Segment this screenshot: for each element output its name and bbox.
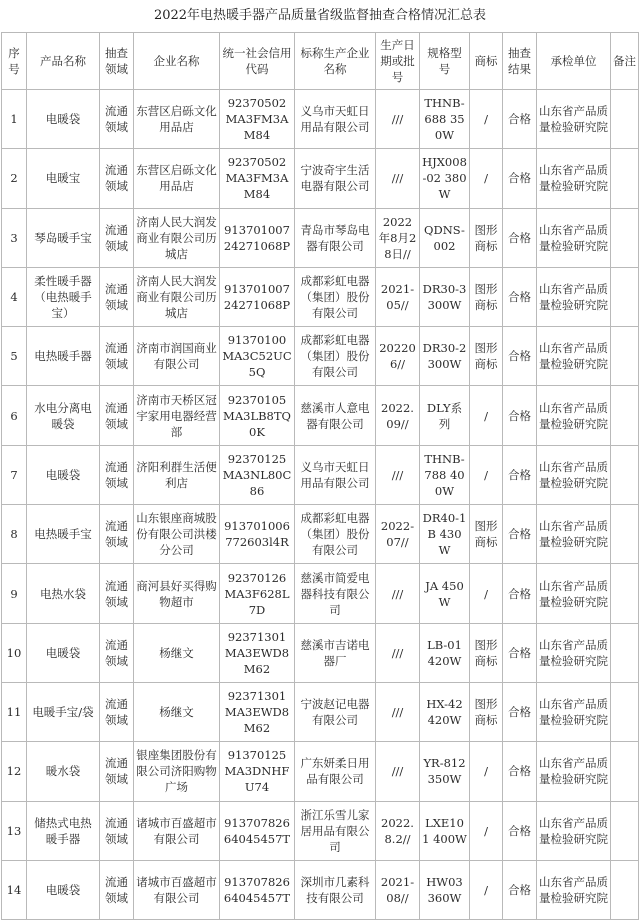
table-row — [2, 860, 639, 919]
col-production-date-cell: 2022.8.2// — [376, 801, 420, 860]
col-nominal-producer-cell: 义乌市天虹日用品有限公司 — [295, 90, 376, 149]
col-inspection-unit-cell: 山东省产品质量检验研究院 — [537, 327, 611, 386]
col-company-name-cell: 商河县好买得购物超市 — [134, 564, 220, 623]
col-result-cell: 合格 — [503, 327, 537, 386]
col-production-date-cell: 2021-08// — [376, 860, 420, 919]
table-row — [2, 149, 639, 208]
table-row — [2, 742, 639, 801]
col-seq-cell: 5 — [2, 327, 27, 386]
col-company-name-cell: 杨继文 — [134, 682, 220, 741]
table-row — [2, 90, 639, 149]
col-remarks-cell — [611, 208, 639, 267]
col-product-name-header: 产品名称 — [27, 33, 100, 90]
col-result-cell: 合格 — [503, 623, 537, 682]
col-nominal-producer-cell: 成都彩虹电器（集团）股份有限公司 — [295, 267, 376, 326]
col-production-date-cell: /// — [376, 149, 420, 208]
col-sampling-field-header: 抽查领域 — [100, 33, 134, 90]
col-trademark-cell: 图形商标 — [470, 208, 503, 267]
results-table — [1, 32, 639, 920]
col-credit-code-cell: 91370100724271068P — [220, 267, 295, 326]
col-credit-code-cell: 92370126MA3F628L7D — [220, 564, 295, 623]
col-inspection-unit-cell: 山东省产品质量检验研究院 — [537, 208, 611, 267]
col-nominal-producer-cell: 成都彩虹电器（集团）股份有限公司 — [295, 327, 376, 386]
col-remarks-cell — [611, 801, 639, 860]
col-production-date-cell: /// — [376, 742, 420, 801]
col-seq-cell: 6 — [2, 386, 27, 445]
col-trademark-cell: 图形商标 — [470, 682, 503, 741]
col-production-date-cell: /// — [376, 445, 420, 504]
table-row — [2, 682, 639, 741]
col-remarks-cell — [611, 742, 639, 801]
col-product-name-cell: 电暖宝 — [27, 149, 100, 208]
col-trademark-cell: / — [470, 564, 503, 623]
col-company-name-cell: 诸城市百盛超市有限公司 — [134, 860, 220, 919]
col-company-name-cell: 济南人民大润发商业有限公司历城店 — [134, 208, 220, 267]
col-seq-cell: 1 — [2, 90, 27, 149]
col-company-name-header: 企业名称 — [134, 33, 220, 90]
col-inspection-unit-cell: 山东省产品质量检验研究院 — [537, 860, 611, 919]
col-company-name-cell: 诸城市百盛超市有限公司 — [134, 801, 220, 860]
col-trademark-cell: / — [470, 149, 503, 208]
col-company-name-cell: 银座集团股份有限公司济阳购物广场 — [134, 742, 220, 801]
col-inspection-unit-cell: 山东省产品质量检验研究院 — [537, 445, 611, 504]
col-product-name-cell: 暖水袋 — [27, 742, 100, 801]
col-credit-code-header: 统一社会信用代码 — [220, 33, 295, 90]
col-remarks-cell — [611, 386, 639, 445]
col-inspection-unit-cell: 山东省产品质量检验研究院 — [537, 386, 611, 445]
col-credit-code-cell: 91370125MA3DNHFU74 — [220, 742, 295, 801]
col-credit-code-cell: 92370502MA3FM3AM84 — [220, 149, 295, 208]
col-nominal-producer-header: 标称生产企业名称 — [295, 33, 376, 90]
col-remarks-cell — [611, 564, 639, 623]
col-seq-cell: 10 — [2, 623, 27, 682]
col-sampling-field-cell: 流通领域 — [100, 208, 134, 267]
col-result-cell: 合格 — [503, 149, 537, 208]
col-production-date-cell: 2021-05// — [376, 267, 420, 326]
col-product-name-cell: 电热暖手宝 — [27, 505, 100, 564]
col-product-name-cell: 电暖袋 — [27, 445, 100, 504]
col-product-name-cell: 电暖袋 — [27, 860, 100, 919]
col-seq-cell: 13 — [2, 801, 27, 860]
col-model-spec-cell: HW03 360W — [420, 860, 470, 919]
col-nominal-producer-cell: 广东妍柔日用品有限公司 — [295, 742, 376, 801]
col-result-cell: 合格 — [503, 682, 537, 741]
col-result-header: 抽查结果 — [503, 33, 537, 90]
col-sampling-field-cell: 流通领域 — [100, 564, 134, 623]
col-sampling-field-cell: 流通领域 — [100, 505, 134, 564]
col-remarks-cell — [611, 149, 639, 208]
col-sampling-field-cell: 流通领域 — [100, 445, 134, 504]
col-model-spec-cell: DLY系列 — [420, 386, 470, 445]
header-row — [2, 33, 639, 90]
col-seq-cell: 8 — [2, 505, 27, 564]
col-result-cell: 合格 — [503, 267, 537, 326]
col-model-spec-cell: DR30-2 300W — [420, 327, 470, 386]
col-production-date-cell: /// — [376, 623, 420, 682]
table-row — [2, 564, 639, 623]
col-company-name-cell: 东营区启砾文化用品店 — [134, 149, 220, 208]
col-inspection-unit-cell: 山东省产品质量检验研究院 — [537, 564, 611, 623]
col-sampling-field-cell: 流通领域 — [100, 90, 134, 149]
col-credit-code-cell: 92370502MA3FM3AM84 — [220, 90, 295, 149]
col-model-spec-cell: LXE101 400W — [420, 801, 470, 860]
col-production-date-cell: 2022.09// — [376, 386, 420, 445]
col-product-name-cell: 水电分离电暖袋 — [27, 386, 100, 445]
col-production-date-header: 生产日期或批号 — [376, 33, 420, 90]
col-credit-code-cell: 92371301MA3EWD8M62 — [220, 682, 295, 741]
col-model-spec-cell: YR-812 350W — [420, 742, 470, 801]
col-seq-cell: 3 — [2, 208, 27, 267]
col-sampling-field-cell: 流通领域 — [100, 742, 134, 801]
table-row — [2, 623, 639, 682]
col-product-name-cell: 电热暖手器 — [27, 327, 100, 386]
col-sampling-field-cell: 流通领域 — [100, 386, 134, 445]
table-title: 2022年电热暖手器产品质量省级监督抽查合格情况汇总表 — [153, 8, 487, 23]
col-nominal-producer-cell: 慈溪市人意电器有限公司 — [295, 386, 376, 445]
col-product-name-cell: 储热式电热暖手器 — [27, 801, 100, 860]
col-credit-code-cell: 91370100MA3C52UC5Q — [220, 327, 295, 386]
col-sampling-field-cell: 流通领域 — [100, 860, 134, 919]
col-nominal-producer-cell: 宁波赵记电器有限公司 — [295, 682, 376, 741]
table-row — [2, 327, 639, 386]
col-inspection-unit-header: 承检单位 — [537, 33, 611, 90]
col-company-name-cell: 东营区启砾文化用品店 — [134, 90, 220, 149]
col-result-cell: 合格 — [503, 505, 537, 564]
col-trademark-cell: / — [470, 860, 503, 919]
col-result-cell: 合格 — [503, 445, 537, 504]
col-company-name-cell: 济阳利群生活便利店 — [134, 445, 220, 504]
table-row — [2, 386, 639, 445]
col-trademark-cell: 图形商标 — [470, 267, 503, 326]
col-seq-cell: 7 — [2, 445, 27, 504]
table-row — [2, 445, 639, 504]
col-trademark-cell: / — [470, 445, 503, 504]
col-result-cell: 合格 — [503, 742, 537, 801]
col-credit-code-cell: 91370100724271068P — [220, 208, 295, 267]
col-model-spec-cell: THNB-788 400W — [420, 445, 470, 504]
col-inspection-unit-cell: 山东省产品质量检验研究院 — [537, 623, 611, 682]
col-product-name-cell: 电暖手宝/袋 — [27, 682, 100, 741]
col-production-date-cell: /// — [376, 564, 420, 623]
col-remarks-cell — [611, 682, 639, 741]
col-nominal-producer-cell: 宁波奇宇生活电器有限公司 — [295, 149, 376, 208]
col-product-name-cell: 柔性暖手器（电热暖手宝） — [27, 267, 100, 326]
col-result-cell: 合格 — [503, 801, 537, 860]
col-sampling-field-cell: 流通领域 — [100, 623, 134, 682]
col-nominal-producer-cell: 青岛市琴岛电器有限公司 — [295, 208, 376, 267]
col-remarks-cell — [611, 623, 639, 682]
col-nominal-producer-cell: 浙江乐雪儿家居用品有限公司 — [295, 801, 376, 860]
col-remarks-cell — [611, 327, 639, 386]
col-trademark-cell: / — [470, 801, 503, 860]
col-company-name-cell: 济南市天桥区冠宇家用电器经营部 — [134, 386, 220, 445]
col-nominal-producer-cell: 成都彩虹电器（集团）股份有限公司 — [295, 505, 376, 564]
col-sampling-field-cell: 流通领域 — [100, 327, 134, 386]
col-sampling-field-cell: 流通领域 — [100, 267, 134, 326]
table-row — [2, 208, 639, 267]
table-row — [2, 267, 639, 326]
col-trademark-cell: 图形商标 — [470, 623, 503, 682]
col-credit-code-cell: 92371301MA3EWD8M62 — [220, 623, 295, 682]
col-inspection-unit-cell: 山东省产品质量检验研究院 — [537, 90, 611, 149]
col-result-cell: 合格 — [503, 386, 537, 445]
col-inspection-unit-cell: 山东省产品质量检验研究院 — [537, 267, 611, 326]
col-production-date-cell: 2022-07// — [376, 505, 420, 564]
col-trademark-cell: 图形商标 — [470, 505, 503, 564]
col-product-name-cell: 电热水袋 — [27, 564, 100, 623]
col-sampling-field-cell: 流通领域 — [100, 682, 134, 741]
col-trademark-cell: / — [470, 90, 503, 149]
col-model-spec-cell: HJX008-02 380W — [420, 149, 470, 208]
col-production-date-cell: 2022年8月28日// — [376, 208, 420, 267]
col-seq-header: 序号 — [2, 33, 27, 90]
col-seq-cell: 12 — [2, 742, 27, 801]
col-sampling-field-cell: 流通领域 — [100, 149, 134, 208]
col-nominal-producer-cell: 义乌市天虹日用品有限公司 — [295, 445, 376, 504]
col-trademark-cell: 图形商标 — [470, 327, 503, 386]
col-seq-cell: 4 — [2, 267, 27, 326]
table-row — [2, 505, 639, 564]
col-trademark-cell: / — [470, 742, 503, 801]
col-remarks-cell — [611, 90, 639, 149]
col-model-spec-cell: DR40-1B 430W — [420, 505, 470, 564]
col-result-cell: 合格 — [503, 564, 537, 623]
col-inspection-unit-cell: 山东省产品质量检验研究院 — [537, 505, 611, 564]
col-result-cell: 合格 — [503, 90, 537, 149]
col-seq-cell: 9 — [2, 564, 27, 623]
col-model-spec-cell: THNB-688 350W — [420, 90, 470, 149]
table-row — [2, 801, 639, 860]
col-remarks-cell — [611, 860, 639, 919]
col-remarks-header: 备注 — [611, 33, 639, 90]
col-nominal-producer-cell: 慈溪市吉诺电器厂 — [295, 623, 376, 682]
col-trademark-cell: / — [470, 386, 503, 445]
col-remarks-cell — [611, 505, 639, 564]
col-result-cell: 合格 — [503, 208, 537, 267]
col-inspection-unit-cell: 山东省产品质量检验研究院 — [537, 742, 611, 801]
col-production-date-cell: 202206// — [376, 327, 420, 386]
col-seq-cell: 2 — [2, 149, 27, 208]
col-result-cell: 合格 — [503, 860, 537, 919]
col-product-name-cell: 电暖袋 — [27, 623, 100, 682]
col-inspection-unit-cell: 山东省产品质量检验研究院 — [537, 801, 611, 860]
col-production-date-cell: /// — [376, 90, 420, 149]
col-company-name-cell: 济南市润国商业有限公司 — [134, 327, 220, 386]
col-company-name-cell: 山东银座商城股份有限公司洪楼分公司 — [134, 505, 220, 564]
col-model-spec-cell: LB-01 420W — [420, 623, 470, 682]
col-sampling-field-cell: 流通领域 — [100, 801, 134, 860]
col-model-spec-header: 规格型号 — [420, 33, 470, 90]
col-credit-code-cell: 92370105MA3LB8TQ0K — [220, 386, 295, 445]
col-trademark-header: 商标 — [470, 33, 503, 90]
col-credit-code-cell: 91370782664045457T — [220, 801, 295, 860]
col-seq-cell: 11 — [2, 682, 27, 741]
col-model-spec-cell: QDNS-002 — [420, 208, 470, 267]
col-remarks-cell — [611, 267, 639, 326]
col-company-name-cell: 杨继文 — [134, 623, 220, 682]
col-credit-code-cell: 92370125MA3NL80C86 — [220, 445, 295, 504]
col-remarks-cell — [611, 445, 639, 504]
col-inspection-unit-cell: 山东省产品质量检验研究院 — [537, 149, 611, 208]
col-credit-code-cell: 913701006772603l4R — [220, 505, 295, 564]
col-company-name-cell: 济南人民大润发商业有限公司历城店 — [134, 267, 220, 326]
col-product-name-cell: 电暖袋 — [27, 90, 100, 149]
col-product-name-cell: 琴岛暖手宝 — [27, 208, 100, 267]
col-credit-code-cell: 91370782664045457T — [220, 860, 295, 919]
col-model-spec-cell: DR30-3 300W — [420, 267, 470, 326]
col-nominal-producer-cell: 慈溪市简爱电器科技有限公司 — [295, 564, 376, 623]
col-production-date-cell: /// — [376, 682, 420, 741]
col-seq-cell: 14 — [2, 860, 27, 919]
col-inspection-unit-cell: 山东省产品质量检验研究院 — [537, 682, 611, 741]
col-model-spec-cell: JA 450W — [420, 564, 470, 623]
col-nominal-producer-cell: 深圳市几素科技有限公司 — [295, 860, 376, 919]
col-model-spec-cell: HX-42 420W — [420, 682, 470, 741]
